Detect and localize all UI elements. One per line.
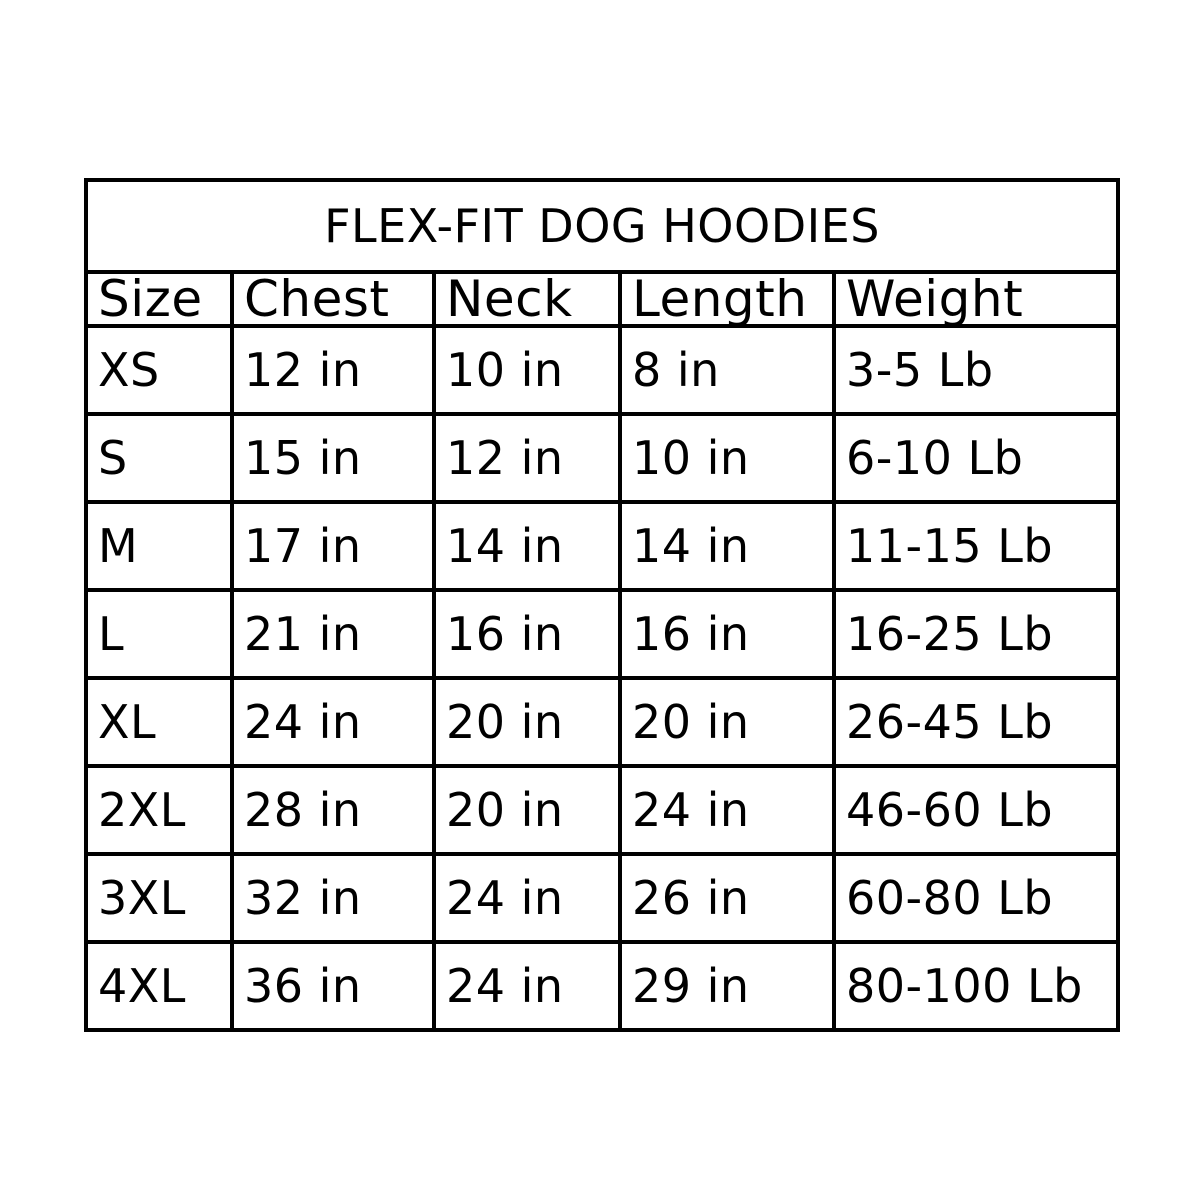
cell-weight: 80-100 Lb (834, 942, 1118, 1030)
cell-length: 29 in (620, 942, 834, 1030)
cell-weight: 26-45 Lb (834, 678, 1118, 766)
cell-weight: 6-10 Lb (834, 414, 1118, 502)
cell-weight: 16-25 Lb (834, 590, 1118, 678)
cell-length: 24 in (620, 766, 834, 854)
cell-length: 8 in (620, 326, 834, 414)
cell-length: 14 in (620, 502, 834, 590)
table-row (86, 502, 1118, 590)
cell-neck: 14 in (434, 502, 620, 590)
cell-size: L (86, 590, 232, 678)
table-row (86, 678, 1118, 766)
chart-title: FLEX-FIT DOG HOODIES (86, 180, 1118, 272)
cell-weight: 3-5 Lb (834, 326, 1118, 414)
cell-chest: 12 in (232, 326, 434, 414)
cell-length: 26 in (620, 854, 834, 942)
cell-size: M (86, 502, 232, 590)
cell-chest: 36 in (232, 942, 434, 1030)
table-title-row (86, 180, 1118, 272)
cell-neck: 16 in (434, 590, 620, 678)
cell-chest: 24 in (232, 678, 434, 766)
cell-length: 10 in (620, 414, 834, 502)
cell-neck: 20 in (434, 766, 620, 854)
cell-neck: 12 in (434, 414, 620, 502)
cell-chest: 15 in (232, 414, 434, 502)
cell-weight: 60-80 Lb (834, 854, 1118, 942)
cell-chest: 28 in (232, 766, 434, 854)
cell-weight: 46-60 Lb (834, 766, 1118, 854)
cell-chest: 21 in (232, 590, 434, 678)
cell-size: 4XL (86, 942, 232, 1030)
size-chart-table (84, 178, 1120, 1032)
table-header-row (86, 272, 1118, 326)
column-header-chest: Chest (232, 272, 434, 326)
cell-length: 20 in (620, 678, 834, 766)
cell-chest: 17 in (232, 502, 434, 590)
cell-chest: 32 in (232, 854, 434, 942)
table-row (86, 326, 1118, 414)
column-header-length: Length (620, 272, 834, 326)
table-row (86, 854, 1118, 942)
column-header-neck: Neck (434, 272, 620, 326)
cell-length: 16 in (620, 590, 834, 678)
size-chart-container (84, 178, 1116, 1022)
cell-size: 3XL (86, 854, 232, 942)
cell-size: XL (86, 678, 232, 766)
cell-neck: 20 in (434, 678, 620, 766)
cell-size: 2XL (86, 766, 232, 854)
cell-size: S (86, 414, 232, 502)
table-row (86, 590, 1118, 678)
cell-neck: 24 in (434, 854, 620, 942)
table-row (86, 766, 1118, 854)
table-row (86, 942, 1118, 1030)
table-row (86, 414, 1118, 502)
cell-size: XS (86, 326, 232, 414)
cell-neck: 10 in (434, 326, 620, 414)
column-header-size: Size (86, 272, 232, 326)
cell-weight: 11-15 Lb (834, 502, 1118, 590)
cell-neck: 24 in (434, 942, 620, 1030)
column-header-weight: Weight (834, 272, 1118, 326)
